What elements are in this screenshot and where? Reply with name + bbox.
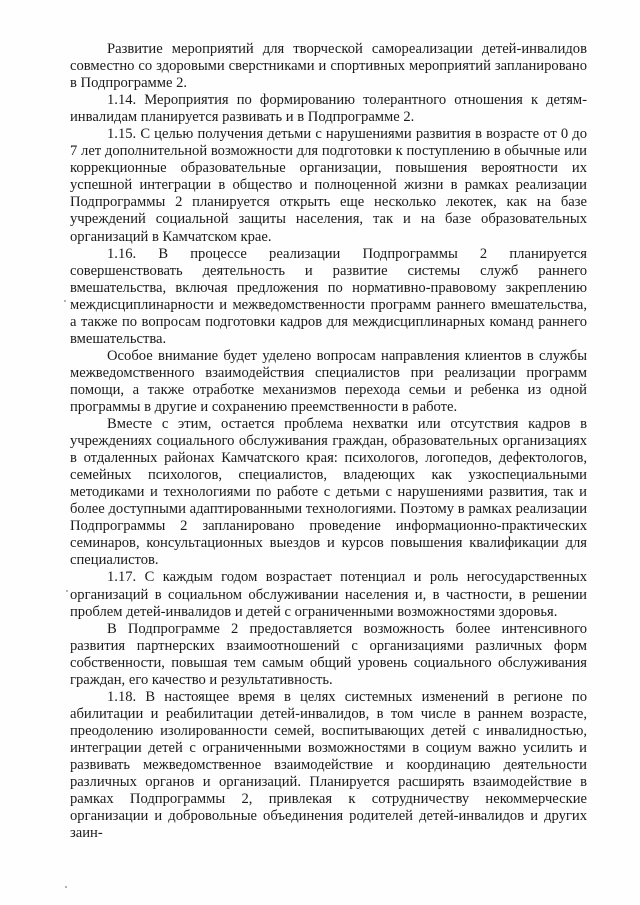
document-body — [70, 41, 587, 842]
paragraph-1-15-lekoteks: 1.15. С целью получения детьми с нарушениями развития в возрасте от 0 до 7 лет дополнительной возможности для подготовки к поступлению в обычные или коррекционные образовательные организации, повышения вероятности их успешной интеграции в общество и полноценной жизни в рамках реализации Подпрограммы 2 планируется открыть еще несколько лекотек, как на базе учреждений социальной защиты населения, так и на базе образовательных организаций в Камчатском крае. — [70, 126, 587, 245]
scan-speck — [66, 590, 68, 592]
paragraph-creative-self-realization: Развитие мероприятий для творческой самореализации детей-инвалидов совместно со здоровыми сверстниками и спортивных мероприятий запланировано в Подпрограмме 2. — [70, 41, 587, 92]
paragraph-1-17-non-governmental: 1.17. С каждым годом возрастает потенциал и роль негосударственных организаций в социальном обслуживании населения и, в частности, в решении проблем детей-инвалидов и детей с ограниченными возможностями здоровья. — [70, 569, 587, 620]
paragraph-1-16-early-intervention: 1.16. В процессе реализации Подпрограммы 2 планируется совершенствовать деятельность и развитие системы служб раннего вмешательства, включая предложения по нормативно-правовому закреплению междисциплинарности и межведомственности программ раннего вмешательства, а также по вопросам подготовки кадров для междисциплинарных команд раннего вмешательства. — [70, 245, 587, 347]
paragraph-special-attention: Особое внимание будет уделено вопросам направления клиентов в службы межведомственного взаимодействия специалистов при реализации программ помощи, а также отработке механизмов перехода семьи и ребенка из одной программы в другие и сохранению преемственности в работе. — [70, 347, 587, 415]
paragraph-1-18-interagency: 1.18. В настоящее время в целях системных изменений в регионе по абилитации и реабилитации детей-инвалидов, в том числе в раннем возрасте, преодолению изолированности семей, воспитывающих детей с инвалидностью, интеграции детей с ограниченными возможностями в социум важно усилить и развивать межведомственное взаимодействие и координацию деятельности различных органов и организаций. Планируется расширять взаимодействие в рамках Подпрограммы 2, привлекая к сотрудничеству некоммерческие организации и добровольные объединения родителей детей-инвалидов и других заин- — [70, 688, 587, 842]
scan-speck — [64, 300, 66, 302]
scan-speck — [65, 886, 67, 888]
paragraph-staff-shortage: Вместе с этим, остается проблема нехватки или отсутствия кадров в учреждениях социального обслуживания граждан, образовательных организациях в отдаленных районах Камчатского края: психологов, логопедов, дефектологов, семейных психологов, специалистов, владеющих как узкоспециальными методиками и технологиями по работе с детьми с нарушениями развития, так и более доступными адаптированными технологиями. Поэтому в рамках реализации Подпрограммы 2 запланировано проведение информационно-практических семинаров, консультационных выездов и курсов повышения квалификации для специалистов. — [70, 416, 587, 569]
paragraph-1-14-tolerance: 1.14. Мероприятия по формированию толерантного отношения к детям-инвалидам планируется развивать и в Подпрограмме 2. — [70, 92, 587, 126]
paragraph-partnership: В Подпрограмме 2 предоставляется возможность более интенсивного развития партнерских взаимоотношений с организациями различных форм собственности, повышая тем самым общий уровень социального обслуживания граждан, его качество и результативность. — [70, 620, 587, 688]
